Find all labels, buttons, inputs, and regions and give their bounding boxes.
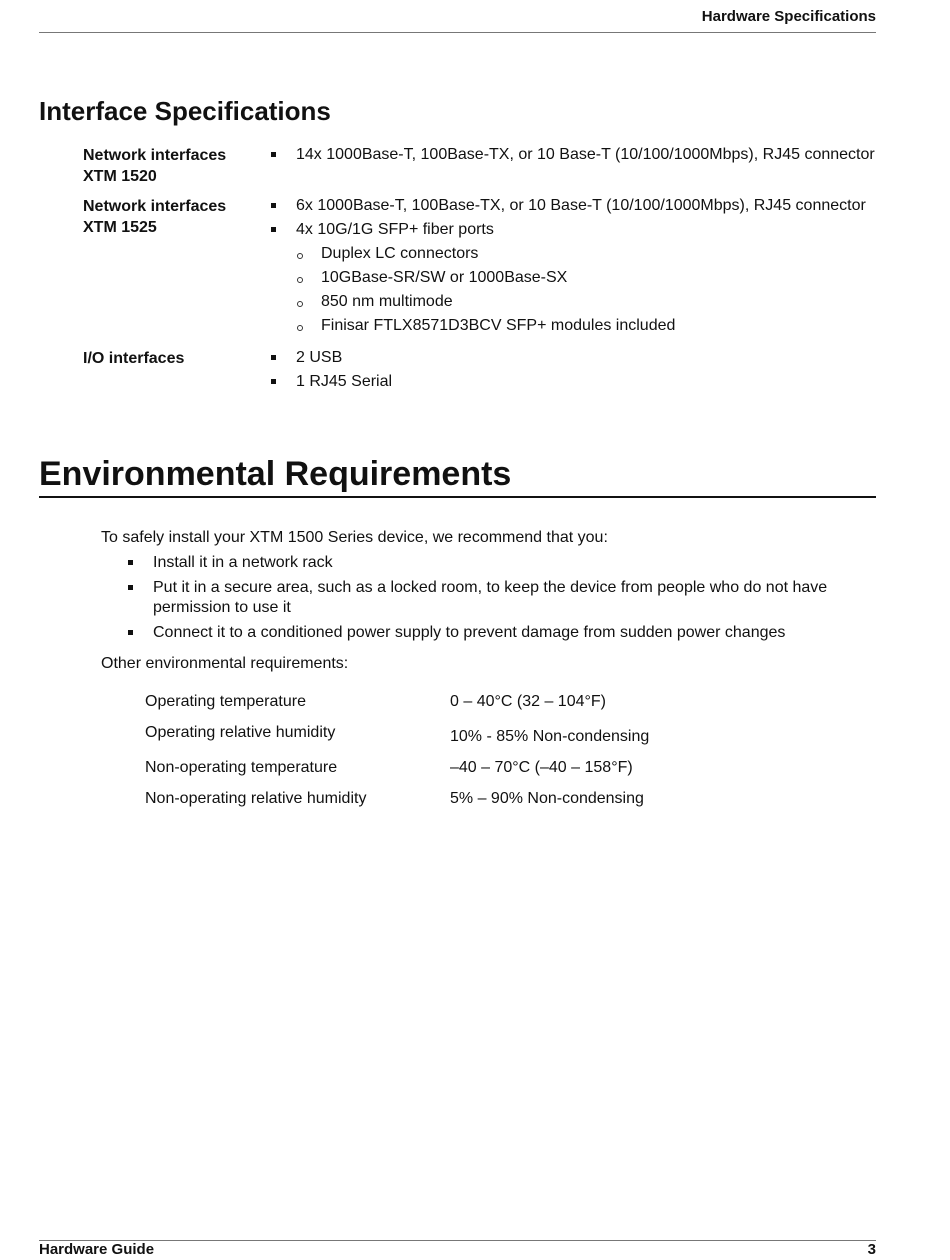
footer-divider	[39, 1240, 876, 1241]
sub-list-item: 10GBase-SR/SW or 1000Base-SX	[270, 266, 890, 290]
list-item: 4x 10G/1G SFP+ fiber ports	[270, 218, 890, 242]
other-requirements-label: Other environmental requirements:	[101, 655, 349, 672]
spec-label	[83, 196, 258, 238]
spec-label-line1: Network interfaces	[83, 147, 227, 164]
list-item: 1 RJ45 Serial	[270, 370, 890, 394]
install-intro: To safely install your XTM 1500 Series device, we recommend that you:	[101, 529, 608, 546]
spec-label	[83, 348, 258, 369]
list-item: 2 USB	[270, 346, 890, 370]
spec-list	[270, 143, 890, 167]
requirement-label: Operating temperature	[145, 693, 306, 710]
spec-list	[270, 194, 890, 338]
spec-label-line1: Network interfaces	[83, 198, 227, 215]
sub-list-item: Finisar FTLX8571D3BCV SFP+ modules included	[270, 314, 890, 338]
list-item: Install it in a network rack	[127, 553, 847, 573]
install-recommendations-list	[127, 553, 847, 648]
footer-guide-title: Hardware Guide	[39, 1241, 155, 1258]
requirement-value: –40 – 70°C (–40 – 158°F)	[450, 759, 633, 776]
heading-rule	[39, 496, 876, 498]
running-header: Hardware Specifications	[701, 8, 876, 25]
sub-list-item: 850 nm multimode	[270, 290, 890, 314]
spec-list	[270, 346, 890, 394]
requirement-value: 0 – 40°C (32 – 104°F)	[450, 693, 606, 710]
list-item: Connect it to a conditioned power supply to prevent damage from sudden power changes	[127, 623, 847, 643]
requirement-label: Operating relative humidity	[145, 724, 336, 741]
spec-label	[83, 145, 258, 187]
header-divider	[39, 32, 876, 33]
requirement-label: Non-operating temperature	[145, 759, 338, 776]
sub-list-item: Duplex LC connectors	[270, 242, 890, 266]
spec-label-line1: I/O interfaces	[83, 350, 185, 367]
interface-specifications-heading: Interface Specifications	[39, 96, 331, 126]
requirement-value: 5% – 90% Non-condensing	[450, 790, 644, 807]
page-number: 3	[867, 1241, 876, 1258]
spec-label-line2: XTM 1525	[83, 219, 157, 236]
list-item: 14x 1000Base-T, 100Base-TX, or 10 Base-T (10/100/1000Mbps), RJ45 connector	[270, 143, 890, 167]
list-item: 6x 1000Base-T, 100Base-TX, or 10 Base-T (10/100/1000Mbps), RJ45 connector	[270, 194, 890, 218]
spec-label-line2: XTM 1520	[83, 168, 157, 185]
requirement-value: 10% - 85% Non-condensing	[450, 728, 650, 745]
requirement-label: Non-operating relative humidity	[145, 790, 367, 807]
list-item: Put it in a secure area, such as a locked room, to keep the device from people who do not have permission to use it	[127, 578, 847, 618]
environmental-requirements-heading: Environmental Requirements	[39, 455, 512, 493]
